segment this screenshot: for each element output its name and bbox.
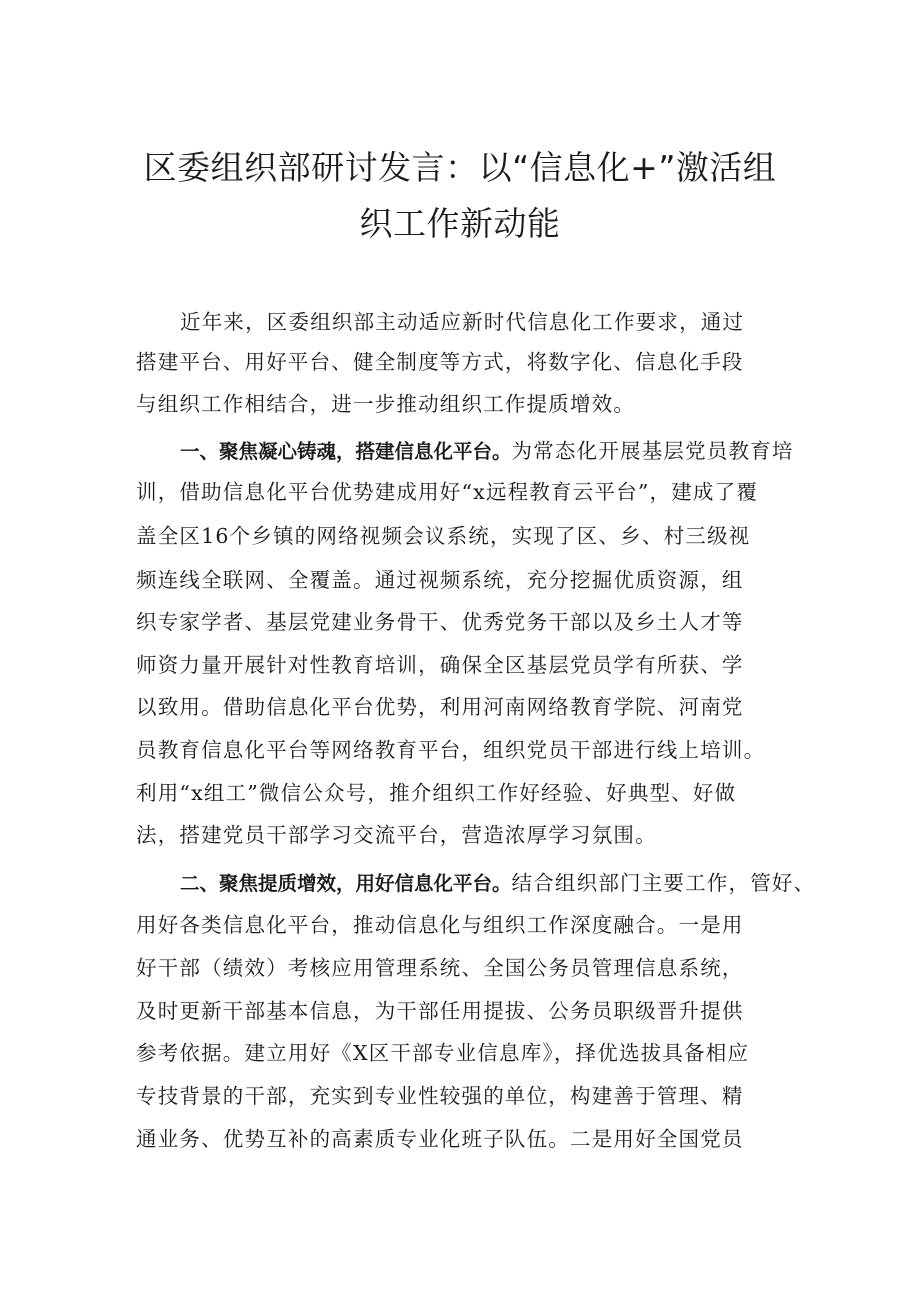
title-line: 织工作新动能 (359, 204, 561, 243)
text-line: 近年来，区委组织部主动适应新时代信息化工作要求，通过 (180, 310, 745, 334)
text-span: 结合组织部门主要工作，管好、 (511, 871, 816, 895)
title-line: 区委组织部研讨发言：以“信息化+”激活组 (143, 148, 777, 187)
text-line: 以致用。借助信息化平台优势，利用河南网络教育学院、河南党 (136, 695, 744, 719)
section-heading: 二、聚焦提质增效，用好信息化平台。 (180, 872, 512, 895)
text-line: 好干部（绩效）考核应用管理系统、全国公务员管理信息系统， (136, 956, 744, 980)
text-line: 搭建平台、用好平台、健全制度等方式，将数字化、信息化手段 (136, 350, 744, 374)
text-line: 频连线全联网、全覆盖。通过视频系统，充分挖掘优质资源，组 (136, 568, 744, 592)
text-line: 盖全区16个乡镇的网络视频会议系统，实现了区、乡、村三级视 (136, 524, 751, 548)
text-line: 用好各类信息化平台，推动信息化与组织工作深度融合。一是用 (136, 913, 744, 937)
text-line: 员教育信息化平台等网络教育平台，组织党员干部进行线上培训。 (136, 738, 766, 762)
section-heading-line (180, 864, 815, 903)
text-line: 及时更新干部基本信息，为干部任用提拔、公务员职级晋升提供 (136, 999, 744, 1023)
section-heading: 一、聚焦凝心铸魂，搭建信息化平台。 (180, 440, 512, 463)
text-line: 法，搭建党员干部学习交流平台，营造浓厚学习氛围。 (136, 823, 657, 847)
text-line: 通业务、优势互补的高素质专业化班子队伍。二是用好全国党员 (136, 1127, 744, 1151)
text-line: 参考依据。建立用好《X区干部专业信息库》，择优选拔具备相应 (136, 1041, 750, 1065)
text-line: 师资力量开展针对性教育培训，确保全区基层党员学有所获、学 (136, 653, 744, 677)
text-line: 织专家学者、基层党建业务骨干、优秀党务干部以及乡土人才等 (136, 610, 744, 634)
text-line: 专技背景的干部，充实到专业性较强的单位，构建善于管理、精 (136, 1084, 744, 1108)
text-line: 训，借助信息化平台优势建成用好“x远程教育云平台”，建成了覆 (136, 480, 759, 504)
page-title (120, 140, 800, 252)
text-line: 与组织工作相结合，进一步推动组织工作提质增效。 (136, 392, 636, 416)
section-heading-line (180, 432, 794, 471)
text-span: 为常态化开展基层党员教育培 (511, 439, 794, 463)
text-line: 利用“x组工”微信公众号，推介组织工作好经验、好典型、好做 (136, 781, 737, 805)
